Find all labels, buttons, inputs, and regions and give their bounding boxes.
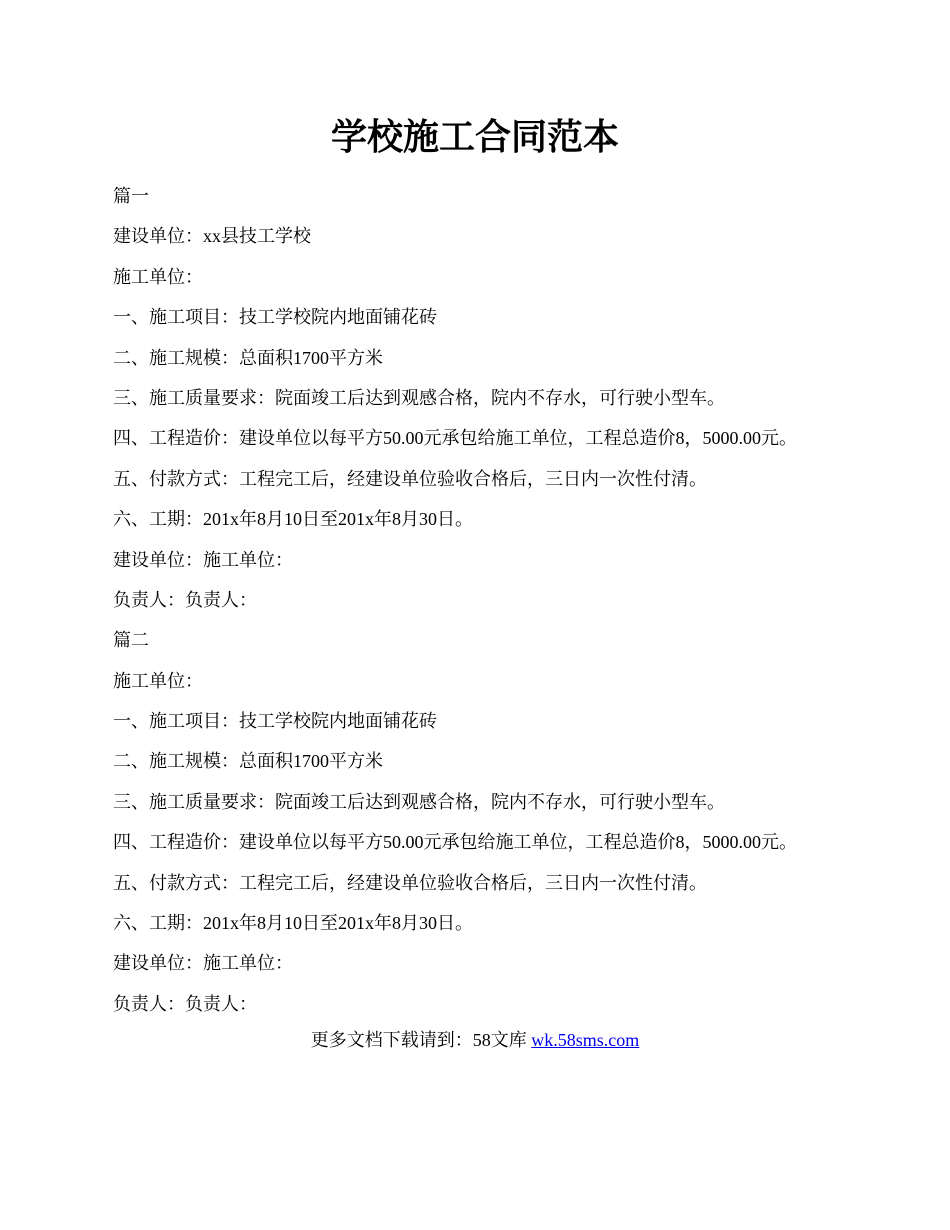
paragraph-line: 一、施工项目：技工学校院内地面铺花砖 (113, 307, 437, 328)
paragraph-line: 三、施工质量要求：院面竣工后达到观感合格，院内不存水，可行驶小型车。 (113, 387, 725, 408)
paragraph-line: 施工单位： (113, 266, 203, 287)
paragraph-line: 四、工程造价：建设单位以每平方50.00元承包给施工单位，工程总造价8，5000.00元。 (113, 428, 797, 449)
footer-link[interactable]: wk.58sms.com (531, 1030, 640, 1050)
paragraph-line: 一、施工项目：技工学校院内地面铺花砖 (113, 711, 437, 732)
footer (0, 1026, 950, 1054)
paragraph-line: 五、付款方式：工程完工后，经建设单位验收合格后，三日内一次性付清。 (113, 872, 707, 893)
paragraph-line: 三、施工质量要求：院面竣工后达到观感合格，院内不存水，可行驶小型车。 (113, 791, 725, 812)
document-body (113, 176, 873, 1024)
document-title: 学校施工合同范本 (330, 117, 619, 157)
paragraph-line: 四、工程造价：建设单位以每平方50.00元承包给施工单位，工程总造价8，5000.00元。 (113, 832, 797, 853)
paragraph-line: 六、工期：201x年8月10日至201x年8月30日。 (113, 509, 473, 530)
paragraph-line: 六、工期：201x年8月10日至201x年8月30日。 (113, 913, 473, 934)
paragraph-line: 负责人：负责人： (113, 589, 257, 610)
section-heading-1: 篇一 (113, 186, 149, 206)
paragraph-line: 负责人：负责人： (113, 993, 257, 1014)
footer-text: 更多文档下载请到：58文库 (310, 1030, 532, 1050)
paragraph-line: 二、施工规模：总面积1700平方米 (113, 751, 383, 772)
paragraph-line: 施工单位： (113, 670, 203, 691)
paragraph-line: 建设单位：施工单位： (113, 953, 293, 974)
paragraph-line: 二、施工规模：总面积1700平方米 (113, 347, 383, 368)
paragraph-line: 建设单位：施工单位： (113, 549, 293, 570)
paragraph-line: 五、付款方式：工程完工后，经建设单位验收合格后，三日内一次性付清。 (113, 468, 707, 489)
paragraph-line: 建设单位：xx县技工学校 (113, 226, 311, 247)
section-heading-2: 篇二 (113, 630, 149, 651)
